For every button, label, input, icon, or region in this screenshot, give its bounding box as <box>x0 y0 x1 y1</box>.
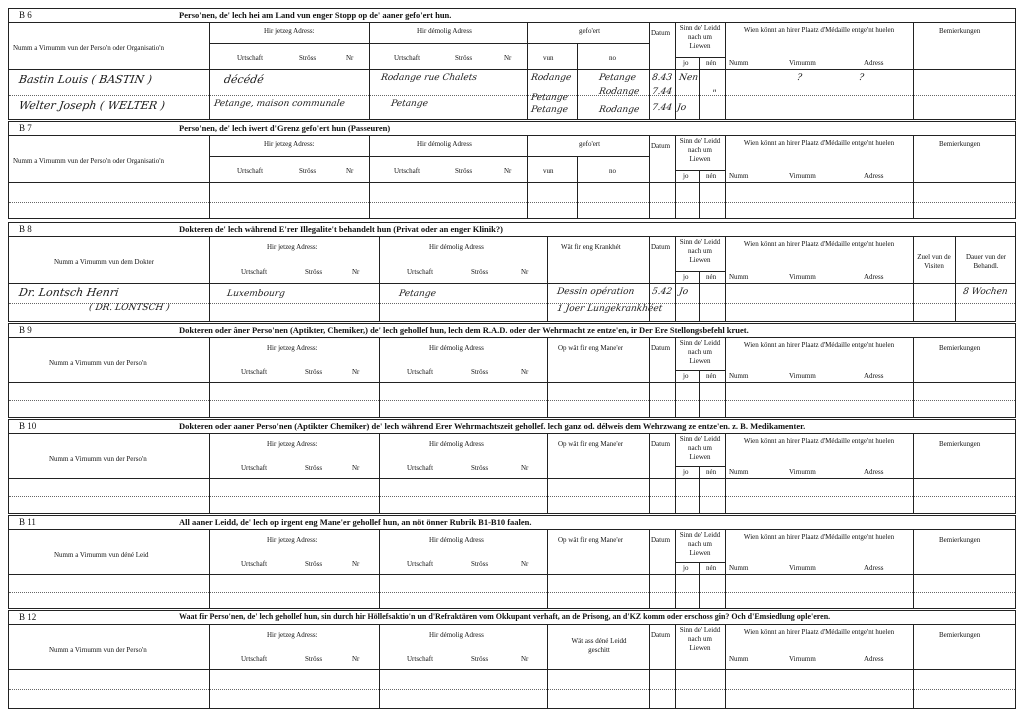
col-urtschaft-label: Urtschaft <box>241 464 268 472</box>
section-code: B 7 <box>19 123 32 133</box>
col-wien-label: Wien könnt an hirer Plaatz d'Médaille entge'nt huelen <box>743 26 895 34</box>
section-b9 <box>8 323 1016 418</box>
section-header <box>9 223 1015 237</box>
col-nr-label: Nr <box>352 560 360 568</box>
section-b7 <box>8 121 1016 219</box>
col-urtschaft-label: Urtschaft <box>241 268 268 276</box>
col-addr-now-label: Hir jetzeg Adress: <box>267 344 318 352</box>
entry-addr-now: décédé <box>223 73 265 86</box>
col-wien-label: Wien könnt an hirer Plaatz d'Médaille entge'nt huelen <box>743 139 895 147</box>
col-no-label: no <box>609 54 616 62</box>
col-adress-label: Adress <box>864 59 884 67</box>
col-gesch-label: Wät ass déné Leidd geschitt <box>571 637 627 654</box>
col-nr-label: Nr <box>352 268 360 276</box>
col-virnumm-label: Virnumm <box>789 564 816 572</box>
col-name-label: Numm a Virnumm vun der Perso'n <box>49 646 147 654</box>
entry-nen: Nen <box>678 73 699 83</box>
section-header <box>9 324 1015 338</box>
col-adress-label: Adress <box>864 273 884 281</box>
col-vun-label: vun <box>543 54 554 62</box>
col-urtschaft-label: Urtschaft <box>394 167 421 175</box>
col-stross-label: Ströss <box>471 368 489 376</box>
col-stross-label: Ströss <box>471 464 489 472</box>
section-code: B 12 <box>19 612 37 622</box>
section-title: Dokteren oder aaner Perso'nen (Aptikter Chemiker) de' lech während Erer Wehrmachtszeit gehollef. lech ganz od. délweis dem Wehrzwang ze entze'en. z. B. Medikamenter. <box>179 421 806 431</box>
col-nr-label: Nr <box>346 54 354 62</box>
col-virnumm-label: Virnumm <box>789 273 816 281</box>
col-datum-label: Datum <box>651 440 671 448</box>
col-urtschaft-label: Urtschaft <box>407 560 434 568</box>
section-code: B 10 <box>19 421 37 431</box>
col-adress-label: Adress <box>864 172 884 180</box>
col-jo-label: jo <box>683 172 689 180</box>
col-name-label: Numm a Virnumm vun der Perso'n oder Organisatio'n <box>13 157 164 165</box>
entry-vun: Petange <box>530 105 569 115</box>
col-nr-label: Nr <box>521 268 529 276</box>
col-numm-label: Numm <box>729 172 749 180</box>
entry-datum: 8.43 <box>651 73 673 83</box>
col-urtschaft-label: Urtschaft <box>407 464 434 472</box>
col-nen-label: nén <box>706 172 717 180</box>
col-addr-now-label: Hir jetzeg Adress: <box>267 440 318 448</box>
section-title: Perso'nen, de' lech iwert d'Grenz gefo'ert hun (Passeuren) <box>179 123 391 133</box>
col-jo-label: jo <box>683 372 689 380</box>
col-addr-then-label: Hir démolig Adress <box>429 440 484 448</box>
col-adress-label: Adress <box>864 372 884 380</box>
col-nr-label: Nr <box>521 368 529 376</box>
col-virnumm-label: Virnumm <box>789 172 816 180</box>
col-nr-label: Nr <box>521 464 529 472</box>
col-nr-label: Nr <box>504 167 512 175</box>
col-addr-then-label: Hir démolig Adress <box>429 631 484 639</box>
col-addr-then-label: Hir démolig Adress <box>429 344 484 352</box>
col-urtschaft-label: Urtschaft <box>407 268 434 276</box>
col-stross-label: Ströss <box>299 167 317 175</box>
col-wien-label: Wien könnt an hirer Plaatz d'Médaille entge'nt huelen <box>743 240 895 248</box>
col-no-label: no <box>609 167 616 175</box>
section-b12 <box>8 610 1016 709</box>
col-bemerkungen-label: Bemierkungen <box>939 440 981 448</box>
col-stross-label: Ströss <box>305 268 323 276</box>
col-vun-label: vun <box>543 167 554 175</box>
col-nen-label: nén <box>706 372 717 380</box>
section-title: Waat fir Perso'nen, de' lech gehollef hun, sin durch hir Höllefsaktio'n un d'Refraktären vom Okkupant verhaft, an de Prisong, an d'KZ komm oder erschoss gin? Och d'Emsiedlung ople'eren. <box>179 612 831 621</box>
entry-no: Petange <box>598 73 637 83</box>
col-name-label: Numm a Virnumm vun dem Dokter <box>54 258 154 266</box>
col-name-label: Numm a Virnumm vun der Perso'n oder Organisatio'n <box>13 44 164 52</box>
col-bemerkungen-label: Bemierkungen <box>939 140 981 148</box>
entry-krank: 1 Joer Lungekrankhéet <box>556 304 663 314</box>
col-urtschaft-label: Urtschaft <box>407 655 434 663</box>
col-addr-now-label: Hir jetzeg Adress: <box>267 243 318 251</box>
col-stross-label: Ströss <box>455 167 473 175</box>
section-code: B 9 <box>19 325 32 335</box>
section-code: B 6 <box>19 10 32 20</box>
col-stross-label: Ströss <box>455 54 473 62</box>
col-adress-label: Adress <box>864 564 884 572</box>
section-b10 <box>8 419 1016 514</box>
entry-vun: Rodange <box>530 73 572 83</box>
col-nr-label: Nr <box>521 560 529 568</box>
col-stross-label: Ströss <box>471 655 489 663</box>
section-b8 <box>8 222 1016 322</box>
section-title: Dokteren oder âner Perso'nen (Aptikter, Chemiker,) de' lech geholleſ hun, lech dem R.A.D. oder der Wehrmacht ze entze'en, ir Der Ere Stellongsbefehl kruet. <box>179 325 749 335</box>
col-jo-label: jo <box>683 273 689 281</box>
col-stross-label: Ströss <box>471 560 489 568</box>
col-urtschaft-label: Urtschaft <box>394 54 421 62</box>
col-jo-label: jo <box>683 468 689 476</box>
section-b6 <box>8 8 1016 120</box>
section-header <box>9 516 1015 530</box>
col-sinn-label: Sinn de' Leidd nach um Liewen <box>679 137 721 163</box>
entry-name: Bastin Louis ( BASTIN ) <box>18 73 153 86</box>
entry-jo: Jo <box>676 103 687 113</box>
section-header <box>9 611 1015 625</box>
col-sinn-label: Sinn de' Leidd nach um Liewen <box>679 626 721 652</box>
col-sinn-label: Sinn de' Leidd nach um Liewen <box>679 24 721 50</box>
col-zuel-label: Zuel vun de Visiten <box>917 253 951 270</box>
col-stross-label: Ströss <box>299 54 317 62</box>
entry-addr-then: Rodange rue Chalets <box>380 73 478 83</box>
col-stross-label: Ströss <box>305 368 323 376</box>
entry-adress: ? <box>858 73 865 83</box>
col-krank-label: Wät fir eng Krankhét <box>561 243 621 251</box>
entry-vun: Petange <box>530 93 569 103</box>
entry-dauer: 8 Wochen <box>962 287 1009 297</box>
entry-addr-then: Petange <box>390 99 429 109</box>
entry-numm: ? <box>796 73 803 83</box>
col-wien-label: Wien könnt an hirer Plaatz d'Médaille entge'nt huelen <box>743 533 895 541</box>
col-urtschaft-label: Urtschaft <box>237 54 264 62</box>
col-urtschaft-label: Urtschaft <box>241 655 268 663</box>
col-urtschaft-label: Urtschaft <box>241 560 268 568</box>
col-stross-label: Ströss <box>305 464 323 472</box>
col-addr-then-label: Hir démolig Adress <box>429 243 484 251</box>
entry-addr-now: Luxembourg <box>226 289 286 299</box>
col-nr-label: Nr <box>504 54 512 62</box>
section-title: Dokteren de' lech während E'rer Illegalite't behandelt hun (Privat oder an enger Klinik?) <box>179 224 503 234</box>
col-datum-label: Datum <box>651 344 671 352</box>
col-nen-label: nén <box>706 468 717 476</box>
col-virnumm-label: Virnumm <box>789 59 816 67</box>
entry-krank: Dessin opération <box>556 287 635 297</box>
col-bemerkungen-label: Bemierkungen <box>939 631 981 639</box>
col-sinn-label: Sinn de' Leidd nach um Liewen <box>679 238 721 264</box>
col-stross-label: Ströss <box>305 560 323 568</box>
col-bemerkungen-label: Bemierkungen <box>939 536 981 544</box>
col-sinn-label: Sinn de' Leidd nach um Liewen <box>679 339 721 365</box>
section-header <box>9 122 1015 136</box>
section-b11 <box>8 515 1016 609</box>
col-addr-then-label: Hir démolig Adress <box>417 140 472 148</box>
col-nr-label: Nr <box>352 655 360 663</box>
col-datum-label: Datum <box>651 536 671 544</box>
col-addr-now-label: Hir jetzeg Adress: <box>267 631 318 639</box>
entry-name-print: ( DR. LONTSCH ) <box>88 303 171 313</box>
col-virnumm-label: Virnumm <box>789 372 816 380</box>
col-name-label: Numm a Virnumm vun der Perso'n <box>49 455 147 463</box>
col-adress-label: Adress <box>864 655 884 663</box>
col-urtschaft-label: Urtschaft <box>237 167 264 175</box>
col-nen-label: nén <box>706 564 717 572</box>
entry-datum: 7.44 <box>651 87 673 97</box>
col-numm-label: Numm <box>729 59 749 67</box>
section-header <box>9 9 1015 23</box>
section-code: B 11 <box>19 517 36 527</box>
entry-jo: Jo <box>678 287 689 297</box>
section-header <box>9 420 1015 434</box>
col-urtschaft-label: Urtschaft <box>407 368 434 376</box>
col-bemerkungen-label: Bemierkungen <box>939 344 981 352</box>
col-datum-label: Datum <box>651 631 671 639</box>
entry-addr-now: Petange, maison communale <box>213 99 346 109</box>
section-title: All aaner Leidd, de' lech op irgent eng Mane'er gehollef hun, an nöt önner Rubrik B1-B10 faalen. <box>179 517 532 527</box>
col-name-label: Numm a Virnumm vun déné Leid <box>54 551 149 559</box>
col-numm-label: Numm <box>729 273 749 281</box>
entry-datum: 5.42 <box>651 287 673 297</box>
col-nr-label: Nr <box>521 655 529 663</box>
col-op-label: Op wät fir eng Mane'er <box>558 536 624 544</box>
entry-name: Welter Joseph ( WELTER ) <box>18 99 166 112</box>
entry-addr-then: Petange <box>398 289 437 299</box>
col-op-label: Op wät fir eng Mane'er <box>558 344 624 352</box>
col-nr-label: Nr <box>352 368 360 376</box>
col-numm-label: Numm <box>729 564 749 572</box>
col-datum-label: Datum <box>651 243 671 251</box>
col-bemerkungen-label: Bemierkungen <box>939 27 981 35</box>
col-nr-label: Nr <box>346 167 354 175</box>
col-addr-now-label: Hir jetzeg Adress: <box>264 140 315 148</box>
col-jo-label: jo <box>683 564 689 572</box>
col-numm-label: Numm <box>729 372 749 380</box>
col-wien-label: Wien könnt an hirer Plaatz d'Médaille entge'nt huelen <box>743 341 895 349</box>
col-adress-label: Adress <box>864 468 884 476</box>
entry-name: Dr. Lontsch Henri <box>18 286 120 299</box>
col-stross-label: Ströss <box>471 268 489 276</box>
entry-no: Rodange <box>598 87 640 97</box>
col-name-label: Numm a Virnumm vun der Perso'n <box>49 359 147 367</box>
col-wien-label: Wien könnt an hirer Plaatz d'Médaille entge'nt huelen <box>743 437 895 445</box>
section-title: Perso'nen, de' lech hei am Land vun enger Stopp op de' aaner gefo'ert hun. <box>179 10 452 20</box>
entry-ditto-mark: " <box>711 89 717 99</box>
section-code: B 8 <box>19 224 32 234</box>
col-numm-label: Numm <box>729 468 749 476</box>
col-datum-label: Datum <box>651 142 671 150</box>
col-jo-label: jo <box>683 59 689 67</box>
col-addr-now-label: Hir jetzeg Adress: <box>267 536 318 544</box>
col-op-label: Op wät fir eng Mane'er <box>558 440 624 448</box>
col-gefoert-label: gefo'ert <box>579 140 601 148</box>
col-urtschaft-label: Urtschaft <box>241 368 268 376</box>
col-addr-then-label: Hir démolig Adress <box>417 27 472 35</box>
entry-no: Rodange <box>598 105 640 115</box>
col-stross-label: Ströss <box>305 655 323 663</box>
col-addr-then-label: Hir démolig Adress <box>429 536 484 544</box>
col-virnumm-label: Virnumm <box>789 655 816 663</box>
col-sinn-label: Sinn de' Leidd nach um Liewen <box>679 435 721 461</box>
col-nr-label: Nr <box>352 464 360 472</box>
col-sinn-label: Sinn de' Leidd nach um Liewen <box>679 531 721 557</box>
col-dauer-label: Dauer vun der Behandl. <box>965 253 1007 270</box>
col-wien-label: Wien könnt an hirer Plaatz d'Médaille entge'nt huelen <box>743 628 895 636</box>
entry-datum: 7.44 <box>651 103 673 113</box>
col-addr-now-label: Hir jetzeg Adress: <box>264 27 315 35</box>
col-numm-label: Numm <box>729 655 749 663</box>
col-gefoert-label: gefo'ert <box>579 27 601 35</box>
col-virnumm-label: Virnumm <box>789 468 816 476</box>
col-nen-label: nén <box>706 273 717 281</box>
col-nen-label: nén <box>706 59 717 67</box>
col-datum-label: Datum <box>651 29 671 37</box>
